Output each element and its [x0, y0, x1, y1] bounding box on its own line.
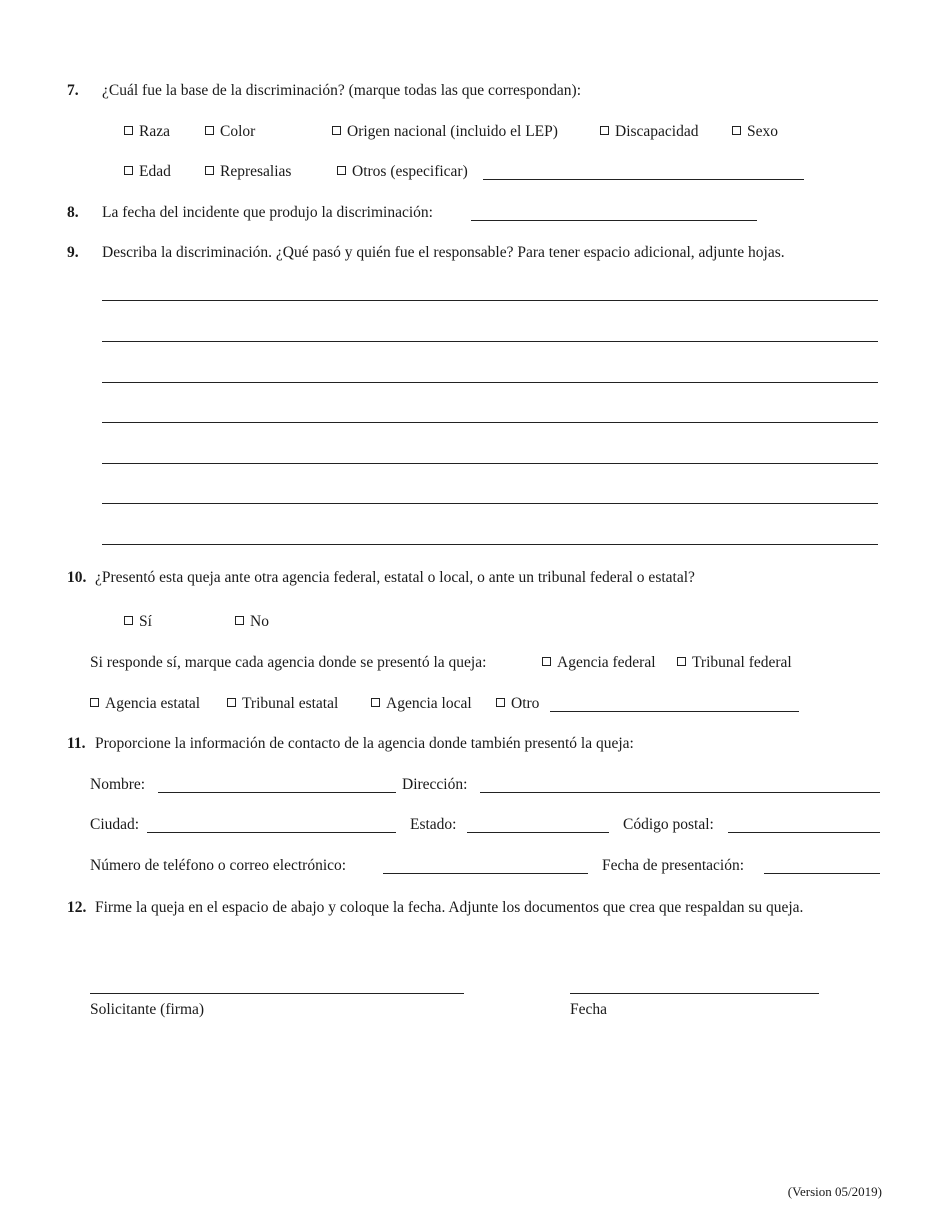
q10-agency-local[interactable]: Agencia local	[371, 695, 472, 713]
q7-option-otros[interactable]: Otros (especificar)	[337, 163, 468, 181]
q9-answer-line[interactable]	[102, 382, 878, 383]
q11-zip-field[interactable]	[728, 832, 880, 833]
q7-option-edad[interactable]: Edad	[124, 163, 171, 181]
checkbox-icon[interactable]	[124, 126, 133, 135]
q11-name-label: Nombre:	[90, 776, 146, 793]
q9-number: 9.	[67, 244, 79, 261]
q8-number: 8.	[67, 204, 79, 221]
signature-date-field[interactable]	[570, 993, 819, 994]
signature-field[interactable]	[90, 993, 464, 994]
q11-phone-label: Número de teléfono o correo electrónico:	[90, 857, 347, 874]
q10-number: 10.	[67, 569, 87, 586]
checkbox-icon[interactable]	[677, 657, 686, 666]
checkbox-icon[interactable]	[124, 616, 133, 625]
q8-question: La fecha del incidente que produjo la discriminación:	[102, 204, 433, 221]
q9-answer-line[interactable]	[102, 341, 878, 342]
q10-option-si[interactable]: Sí	[124, 613, 152, 631]
checkbox-icon[interactable]	[227, 698, 236, 707]
q9-answer-line[interactable]	[102, 503, 878, 504]
q10-tribunal-federal[interactable]: Tribunal federal	[677, 654, 792, 672]
q10-if-yes-text: Si responde sí, marque cada agencia donde se presentó la queja:	[90, 654, 487, 671]
q11-question: Proporcione la información de contacto de la agencia donde también presentó la queja:	[95, 735, 634, 752]
q11-phone-field[interactable]	[383, 873, 588, 874]
checkbox-icon[interactable]	[90, 698, 99, 707]
checkbox-icon[interactable]	[235, 616, 244, 625]
q10-tribunal-estatal[interactable]: Tribunal estatal	[227, 695, 338, 713]
checkbox-icon[interactable]	[205, 166, 214, 175]
q11-filed-date-field[interactable]	[764, 873, 880, 874]
q7-option-origen-nacional[interactable]: Origen nacional (incluido el LEP)	[332, 123, 558, 141]
q7-option-raza[interactable]: Raza	[124, 123, 170, 141]
q11-state-label: Estado:	[410, 816, 457, 833]
q10-question: ¿Presentó esta queja ante otra agencia federal, estatal o local, o ante un tribunal federal o estatal?	[95, 569, 695, 586]
checkbox-icon[interactable]	[496, 698, 505, 707]
q10-option-no[interactable]: No	[235, 613, 269, 631]
q7-option-represalias[interactable]: Represalias	[205, 163, 291, 181]
checkbox-icon[interactable]	[124, 166, 133, 175]
q11-zip-label: Código postal:	[623, 816, 714, 833]
q12-number: 12.	[67, 899, 87, 916]
q11-state-field[interactable]	[467, 832, 609, 833]
signature-date-label: Fecha	[570, 1001, 608, 1018]
q11-filed-date-label: Fecha de presentación:	[602, 857, 745, 874]
q11-address-label: Dirección:	[402, 776, 468, 793]
checkbox-icon[interactable]	[600, 126, 609, 135]
q7-option-sexo[interactable]: Sexo	[732, 123, 778, 141]
q10-agency-estatal[interactable]: Agencia estatal	[90, 695, 200, 713]
q9-answer-line[interactable]	[102, 463, 878, 464]
q11-city-field[interactable]	[147, 832, 396, 833]
checkbox-icon[interactable]	[332, 126, 341, 135]
q11-name-field[interactable]	[158, 792, 396, 793]
q11-number: 11.	[67, 735, 86, 752]
q8-date-field[interactable]	[471, 220, 757, 221]
q11-city-label: Ciudad:	[90, 816, 140, 833]
q7-otros-field[interactable]	[483, 179, 804, 180]
q12-question: Firme la queja en el espacio de abajo y coloque la fecha. Adjunte los documentos que crea que respaldan su queja.	[95, 899, 804, 916]
q9-question: Describa la discriminación. ¿Qué pasó y quién fue el responsable? Para tener espacio adicional, adjunte hojas.	[102, 244, 785, 261]
q7-question: ¿Cuál fue la base de la discriminación? (marque todas las que correspondan):	[102, 82, 582, 99]
signature-label: Solicitante (firma)	[90, 1001, 205, 1018]
q7-option-color[interactable]: Color	[205, 123, 255, 141]
checkbox-icon[interactable]	[205, 126, 214, 135]
q10-agency-federal[interactable]: Agencia federal	[542, 654, 656, 672]
q7-number: 7.	[67, 82, 79, 99]
q9-answer-line[interactable]	[102, 544, 878, 545]
q9-answer-line[interactable]	[102, 300, 878, 301]
checkbox-icon[interactable]	[371, 698, 380, 707]
checkbox-icon[interactable]	[542, 657, 551, 666]
q9-answer-line[interactable]	[102, 422, 878, 423]
version-footer: (Version 05/2019)	[787, 1184, 882, 1199]
q11-address-field[interactable]	[480, 792, 880, 793]
checkbox-icon[interactable]	[337, 166, 346, 175]
checkbox-icon[interactable]	[732, 126, 741, 135]
q10-otro-field[interactable]	[550, 711, 799, 712]
q10-agency-otro[interactable]: Otro	[496, 695, 539, 713]
q7-option-discapacidad[interactable]: Discapacidad	[600, 123, 699, 141]
